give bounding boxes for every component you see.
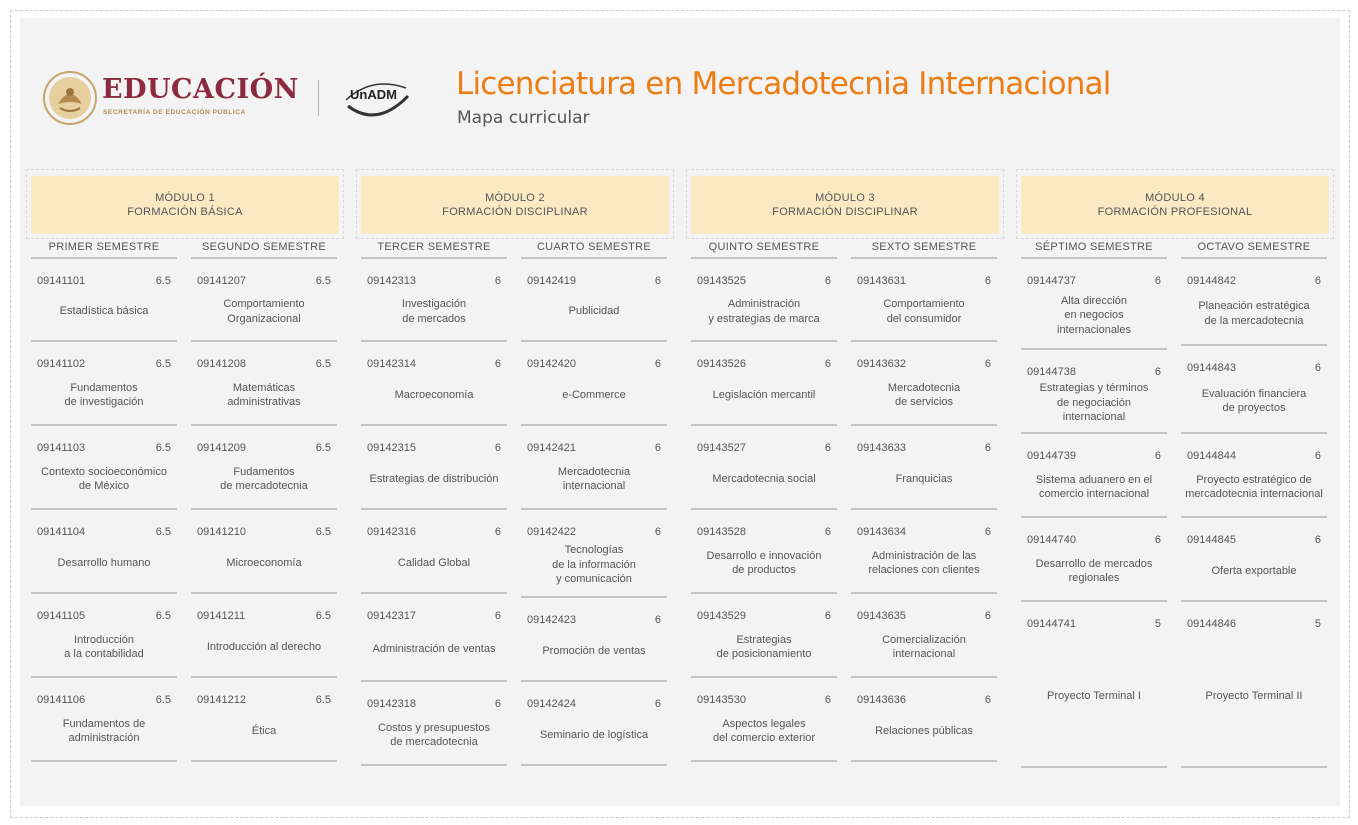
course-card — [31, 342, 177, 426]
course-code: 09142314 — [367, 358, 416, 370]
course-code: 09143631 — [857, 275, 906, 287]
course-name: Estrategias de distribución — [369, 472, 499, 485]
course-credits: 5 — [1154, 618, 1161, 630]
course-name: Comercialización internacional — [882, 633, 966, 660]
course-credits: 6 — [984, 526, 991, 538]
course-name: Introducción a la contabilidad — [64, 633, 144, 660]
course-card — [361, 259, 507, 342]
course-name: Aspectos legales del comercio exterior — [712, 717, 816, 744]
course-name: Fundamentos de administración — [62, 717, 146, 744]
page-title: Licenciatura en Mercadotecnia Internacional — [456, 66, 1111, 102]
course-code: 09144739 — [1027, 450, 1076, 462]
course-credits: 6 — [824, 526, 831, 538]
course-card — [191, 259, 337, 342]
course-code: 09141102 — [37, 358, 86, 370]
course-credits: 6 — [1314, 450, 1321, 462]
course-credits: 6 — [654, 526, 661, 538]
course-name: Mercadotecnia social — [712, 472, 816, 485]
course-name: Promoción de ventas — [542, 644, 646, 657]
course-name: Tecnologías de la información y comunicación — [552, 544, 636, 586]
course-credits: 6 — [654, 275, 661, 287]
course-credits: 6 — [1314, 275, 1321, 287]
course-credits: 6.5 — [155, 442, 171, 454]
semester-header: CUARTO SEMESTRE — [521, 241, 667, 259]
course-card — [691, 510, 837, 594]
course-code: 09141103 — [37, 442, 86, 454]
course-code: 09142421 — [527, 442, 576, 454]
course-code: 09144846 — [1187, 618, 1236, 630]
course-card — [851, 342, 997, 426]
course-card — [1021, 602, 1167, 768]
course-card — [1021, 350, 1167, 434]
course-credits: 6 — [1314, 534, 1321, 546]
course-name: Alta dirección en negocios internacionales — [1057, 294, 1131, 336]
course-code: 09141105 — [37, 610, 86, 622]
course-code: 09142420 — [527, 358, 576, 370]
course-code: 09142422 — [527, 526, 576, 538]
course-credits: 6 — [1154, 534, 1161, 546]
course-name: Matemáticas administrativas — [227, 381, 301, 408]
course-credits: 6 — [494, 698, 501, 710]
course-name: Evaluación financiera de proyectos — [1201, 387, 1307, 414]
logo-divider — [318, 80, 319, 116]
course-name: Macroeconomía — [394, 388, 474, 401]
course-credits: 6.5 — [315, 526, 331, 538]
course-code: 09141210 — [197, 526, 246, 538]
course-card — [851, 259, 997, 342]
course-credits: 6 — [824, 610, 831, 622]
course-code: 09144737 — [1027, 275, 1076, 287]
module-name: FORMACIÓN DISCIPLINAR — [442, 206, 588, 218]
course-name: Comportamiento del consumidor — [883, 298, 965, 325]
course-credits: 6.5 — [315, 358, 331, 370]
module-name: FORMACIÓN BÁSICA — [127, 206, 243, 218]
course-code: 09141212 — [197, 694, 246, 706]
course-code: 09141208 — [197, 358, 246, 370]
course-card — [31, 678, 177, 762]
course-name: Introducción al derecho — [206, 640, 322, 653]
course-card — [361, 594, 507, 682]
course-code: 09143528 — [697, 526, 746, 538]
course-card — [31, 510, 177, 594]
course-name: Ética — [251, 724, 277, 737]
module-label: MÓDULO 2 — [485, 192, 545, 204]
course-code: 09142313 — [367, 275, 416, 287]
course-card — [191, 426, 337, 510]
course-card — [691, 342, 837, 426]
course-card — [361, 682, 507, 766]
course-code: 09144845 — [1187, 534, 1236, 546]
module-header — [361, 176, 669, 234]
course-credits: 6.5 — [155, 610, 171, 622]
course-card — [691, 426, 837, 510]
course-card — [1181, 518, 1327, 602]
course-credits: 6 — [984, 610, 991, 622]
course-card — [1021, 518, 1167, 602]
course-code: 09142317 — [367, 610, 416, 622]
course-code: 09141209 — [197, 442, 246, 454]
course-code: 09143633 — [857, 442, 906, 454]
course-credits: 6.5 — [155, 694, 171, 706]
course-code: 09143530 — [697, 694, 746, 706]
course-card — [1181, 434, 1327, 518]
course-code: 09144844 — [1187, 450, 1236, 462]
module-box — [26, 169, 344, 239]
course-card — [361, 510, 507, 594]
course-credits: 6 — [984, 442, 991, 454]
course-card — [1181, 259, 1327, 346]
course-credits: 6 — [824, 694, 831, 706]
course-code: 09141101 — [37, 275, 86, 287]
course-name: Calidad Global — [397, 556, 471, 569]
course-card — [361, 426, 507, 510]
course-name: Desarrollo de mercados regionales — [1035, 557, 1153, 584]
course-card — [521, 510, 667, 598]
course-credits: 6 — [984, 275, 991, 287]
course-code: 09142316 — [367, 526, 416, 538]
course-credits: 6 — [1154, 275, 1161, 287]
semester-header: QUINTO SEMESTRE — [691, 241, 837, 259]
course-code: 09144843 — [1187, 362, 1236, 374]
semester-header: SÉPTIMO SEMESTRE — [1021, 241, 1167, 259]
course-code: 09144738 — [1027, 366, 1076, 378]
course-credits: 6 — [494, 442, 501, 454]
course-card — [31, 426, 177, 510]
course-card — [691, 259, 837, 342]
page-subtitle: Mapa curricular — [457, 108, 590, 128]
semester-header: TERCER SEMESTRE — [361, 241, 507, 259]
course-card — [691, 594, 837, 678]
course-name: Relaciones públicas — [875, 724, 973, 737]
course-name: Estrategias y términos de negociación internacional — [1039, 382, 1149, 424]
course-credits: 6 — [654, 614, 661, 626]
course-card — [851, 426, 997, 510]
course-credits: 6 — [654, 358, 661, 370]
course-code: 09143527 — [697, 442, 746, 454]
course-code: 09143634 — [857, 526, 906, 538]
course-name: Administración de las relaciones con clientes — [868, 549, 980, 576]
course-name: Proyecto Terminal I — [1047, 689, 1141, 702]
module-box — [356, 169, 674, 239]
course-code: 09141104 — [37, 526, 86, 538]
course-credits: 5 — [1314, 618, 1321, 630]
course-code: 09143526 — [697, 358, 746, 370]
course-credits: 6.5 — [155, 358, 171, 370]
course-credits: 6 — [824, 358, 831, 370]
svg-text:UnADM: UnADM — [350, 87, 397, 102]
module-name: FORMACIÓN DISCIPLINAR — [772, 206, 918, 218]
course-code: 09142423 — [527, 614, 576, 626]
course-card — [191, 678, 337, 762]
course-name: Investigación de mercados — [401, 298, 467, 325]
course-code: 09144740 — [1027, 534, 1076, 546]
course-card — [521, 426, 667, 510]
module-header — [691, 176, 999, 234]
course-card — [191, 594, 337, 678]
course-code: 09143525 — [697, 275, 746, 287]
course-card — [1021, 434, 1167, 518]
course-card — [191, 510, 337, 594]
course-credits: 6 — [654, 442, 661, 454]
course-name: Fudamentos de mercadotecnia — [220, 465, 308, 492]
course-credits: 6 — [824, 442, 831, 454]
course-card — [851, 510, 997, 594]
course-card — [521, 598, 667, 682]
course-card — [361, 342, 507, 426]
module-box — [1016, 169, 1334, 239]
module-header — [1021, 176, 1329, 234]
semester-header: OCTAVO SEMESTRE — [1181, 241, 1327, 259]
course-card — [521, 259, 667, 342]
course-credits: 6 — [654, 698, 661, 710]
course-code: 09142424 — [527, 698, 576, 710]
course-code: 09144741 — [1027, 618, 1076, 630]
course-card — [1021, 259, 1167, 350]
module-header — [31, 176, 339, 234]
course-code: 09143529 — [697, 610, 746, 622]
course-name: Administración de ventas — [372, 642, 496, 655]
course-card — [521, 342, 667, 426]
course-name: Desarrollo humano — [57, 556, 151, 569]
course-name: Comportamiento Organizacional — [223, 298, 305, 325]
course-credits: 6.5 — [315, 442, 331, 454]
course-code: 09142419 — [527, 275, 576, 287]
course-name: Costos y presupuestos de mercadotecnia — [378, 721, 490, 748]
course-card — [851, 594, 997, 678]
course-name: Estadística básica — [59, 305, 149, 318]
course-credits: 6.5 — [315, 694, 331, 706]
course-credits: 6 — [824, 275, 831, 287]
semester-header: PRIMER SEMESTRE — [31, 241, 177, 259]
course-code: 09144842 — [1187, 275, 1236, 287]
course-credits: 6 — [494, 358, 501, 370]
course-card — [691, 678, 837, 762]
logo-subtitle: SECRETARÍA DE EDUCACIÓN PÚBLICA — [103, 109, 246, 116]
course-card — [191, 342, 337, 426]
course-card — [1181, 346, 1327, 434]
module-box — [686, 169, 1004, 239]
course-code: 09143635 — [857, 610, 906, 622]
course-name: e-Commerce — [562, 388, 626, 401]
course-card — [31, 259, 177, 342]
semester-header: SEGUNDO SEMESTRE — [191, 241, 337, 259]
course-name: Publicidad — [568, 305, 620, 318]
course-credits: 6 — [984, 694, 991, 706]
course-name: Proyecto Terminal II — [1205, 689, 1303, 702]
course-name: Contexto socioeconómico de México — [41, 465, 167, 492]
course-code: 09141211 — [197, 610, 246, 622]
course-credits: 6.5 — [315, 275, 331, 287]
course-name: Legislación mercantil — [712, 388, 816, 401]
course-card — [1181, 602, 1327, 768]
course-card — [521, 682, 667, 766]
course-card — [851, 678, 997, 762]
module-label: MÓDULO 4 — [1145, 192, 1205, 204]
logo-wordmark: EDUCACIÓN — [102, 74, 299, 105]
course-code: 09143632 — [857, 358, 906, 370]
course-credits: 6 — [984, 358, 991, 370]
course-credits: 6 — [1314, 362, 1321, 374]
course-name: Oferta exportable — [1211, 564, 1297, 577]
unadm-logo-icon — [342, 76, 412, 120]
module-name: FORMACIÓN PROFESIONAL — [1097, 206, 1253, 218]
course-name: Seminario de logística — [539, 728, 649, 741]
module-label: MÓDULO 1 — [155, 192, 215, 204]
escudo-nacional-seal-icon — [42, 70, 98, 126]
course-name: Mercadotecnia internacional — [557, 465, 631, 492]
course-name: Franquicias — [895, 472, 953, 485]
course-credits: 6 — [494, 275, 501, 287]
course-credits: 6.5 — [155, 526, 171, 538]
course-name: Mercadotecnia de servicios — [887, 381, 961, 408]
course-credits: 6.5 — [155, 275, 171, 287]
course-credits: 6.5 — [315, 610, 331, 622]
course-name: Administración y estrategias de marca — [708, 298, 820, 325]
course-name: Estrategias de posicionamiento — [716, 633, 812, 660]
course-name: Planeación estratégica de la mercadotecnia — [1198, 300, 1310, 327]
course-code: 09143636 — [857, 694, 906, 706]
course-code: 09141106 — [37, 694, 86, 706]
course-name: Sistema aduanero en el comercio internacional — [1035, 473, 1153, 500]
course-credits: 6 — [1154, 450, 1161, 462]
course-card — [31, 594, 177, 678]
course-name: Proyecto estratégico de mercadotecnia internacional — [1185, 473, 1323, 500]
course-credits: 6 — [1154, 366, 1161, 378]
course-credits: 6 — [494, 610, 501, 622]
module-label: MÓDULO 3 — [815, 192, 875, 204]
course-name: Fundamentos de investigación — [64, 381, 144, 408]
course-name: Desarrollo e innovación de productos — [706, 549, 822, 576]
semester-header: SEXTO SEMESTRE — [851, 241, 997, 259]
course-name: Microeconomía — [226, 556, 302, 569]
course-code: 09141207 — [197, 275, 246, 287]
course-credits: 6 — [494, 526, 501, 538]
course-code: 09142315 — [367, 442, 416, 454]
course-code: 09142318 — [367, 698, 416, 710]
